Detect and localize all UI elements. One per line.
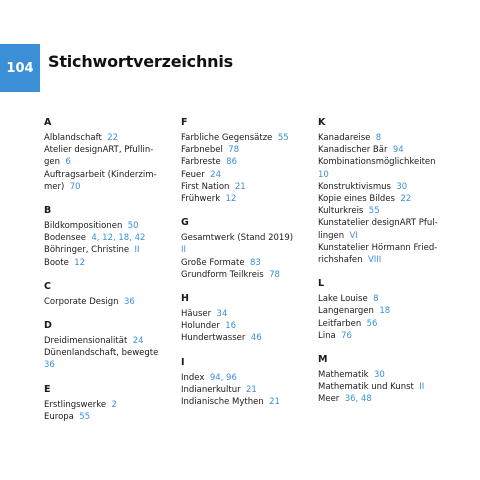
index-entry: [318, 305, 440, 317]
index-page-ref: 76: [341, 330, 352, 341]
index-column-3: [318, 116, 440, 406]
index-entry: [181, 244, 303, 256]
index-page-ref: 36: [123, 296, 135, 307]
index-page-ref: 24: [132, 336, 144, 347]
index-entry: [181, 232, 303, 244]
section-gap: [318, 342, 440, 353]
index-entry: [181, 169, 303, 181]
index-term: richshafen: [318, 255, 363, 266]
index-term: Boote: [44, 257, 69, 268]
index-entry: [318, 393, 440, 405]
index-entry: [318, 293, 440, 305]
index-page-ref: 70: [69, 181, 81, 192]
index-entry: [181, 320, 303, 332]
index-page-ref: 12: [74, 257, 86, 268]
index-term: Kulturkreis: [318, 206, 364, 217]
index-entry: [318, 369, 440, 381]
index-letter-heading: H: [181, 293, 189, 305]
index-entry: [318, 169, 440, 181]
index-entry: [318, 132, 440, 144]
index-term: Mathematik: [318, 370, 369, 381]
index-page-ref: 94, 96: [209, 372, 237, 383]
index-term: Erstlingswerke: [44, 399, 107, 410]
index-entry: [181, 257, 303, 269]
index-entry: [44, 347, 166, 359]
index-page-ref: 8: [373, 294, 379, 305]
index-term: Mathematik und Kunst: [318, 382, 414, 393]
index-letter-heading: F: [181, 117, 188, 128]
index-entry: [44, 257, 166, 269]
index-term: Lina: [318, 330, 336, 341]
index-page-ref: 94: [392, 145, 404, 156]
index-entry: [44, 132, 166, 144]
index-term: Alblandschaft: [44, 133, 102, 143]
index-term: Auftragsarbeit (Kinderzim-: [44, 169, 157, 180]
index-page-ref: 36: [44, 360, 55, 371]
index-page-ref: 4, 12, 18, 42: [91, 233, 146, 244]
index-term: Feuer: [181, 169, 205, 180]
index-term: gen: [44, 157, 61, 168]
index-entry: [181, 384, 303, 396]
index-term: Indianerkultur: [181, 384, 241, 395]
index-term: Häuser: [181, 309, 212, 320]
section-gap: [44, 269, 166, 280]
index-page-ref: 21: [246, 384, 257, 395]
index-term: Index: [181, 372, 205, 383]
index-term: Indianische Mythen: [181, 397, 264, 408]
page-title: Stichwortverzeichnis: [48, 52, 233, 71]
index-letter-heading: L: [318, 278, 325, 290]
index-term: Langenargen: [318, 306, 374, 317]
index-entry: [318, 254, 440, 266]
index-entry: [44, 335, 166, 347]
index-page-ref: 22: [107, 133, 119, 143]
index-page-ref: 50: [127, 221, 139, 232]
index-entry: [318, 318, 440, 330]
section-gap: [181, 205, 303, 216]
index-page-ref: 12: [225, 194, 237, 205]
index-term: lingen: [318, 230, 345, 241]
index-entry: [44, 181, 166, 193]
index-entry: [44, 169, 166, 181]
index-letter-heading: K: [318, 117, 326, 128]
index-term: Gesamtwerk (Stand 2019): [181, 233, 294, 244]
index-letter-heading: M: [318, 354, 328, 366]
index-page-ref: II: [181, 245, 187, 256]
index-term: Kanadareise: [318, 133, 371, 143]
index-term: Kunstatelier designART Pful-: [318, 218, 438, 229]
index-page-ref: 10: [318, 169, 329, 180]
index-entry: [181, 132, 303, 144]
index-term: Farbnebel: [181, 145, 223, 156]
index-term: Dreidimensionalität: [44, 336, 128, 347]
index-entry: [181, 308, 303, 320]
index-entry: [318, 381, 440, 393]
index-letter-heading: C: [44, 280, 51, 292]
index-entry: [44, 144, 166, 156]
section-gap: [318, 266, 440, 277]
index-term: Grundform Teilkreis: [181, 269, 264, 280]
index-term: Kombinationsmöglichkeiten: [318, 157, 436, 168]
index-entry: [318, 205, 440, 217]
index-entry: [318, 217, 440, 229]
index-page-ref: VI: [349, 230, 358, 241]
index-term: Leitfarben: [318, 318, 362, 329]
index-letter-heading: D: [44, 320, 52, 332]
index-term: Dünenlandschaft, bewegte: [44, 348, 159, 359]
index-entry: [181, 269, 303, 281]
index-term: Kanadischer Bär: [318, 145, 388, 156]
index-page-ref: 78: [269, 269, 280, 280]
index-page-ref: 55: [277, 133, 289, 143]
index-page-ref: 24: [210, 169, 221, 180]
index-page-ref: 21: [269, 397, 280, 408]
section-gap: [44, 308, 166, 319]
index-term: Bildkompositionen: [44, 221, 123, 232]
index-term: Atelier designART, Pfullin-: [44, 145, 154, 156]
index-entry: [318, 181, 440, 193]
index-entry: [318, 230, 440, 242]
index-page-ref: 55: [368, 206, 380, 217]
index-term: Meer: [318, 394, 340, 405]
index-entry: [181, 144, 303, 156]
index-entry: [318, 144, 440, 156]
index-entry: [181, 156, 303, 168]
index-page-ref: 30: [374, 370, 385, 381]
index-entry: [181, 332, 303, 344]
index-entry: [181, 181, 303, 193]
index-page-ref: II: [419, 382, 425, 393]
index-entry: [44, 220, 166, 232]
index-page-ref: 86: [226, 157, 237, 168]
index-letter-heading: B: [44, 205, 52, 217]
section-gap: [181, 281, 303, 292]
page-number: 104: [0, 44, 40, 92]
index-term: Corporate Design: [44, 296, 119, 307]
index-entry: [181, 193, 303, 205]
index-column-2: [181, 116, 303, 408]
index-term: Böhringer, Christine: [44, 245, 130, 256]
index-page-ref: 34: [216, 309, 228, 320]
section-gap: [44, 372, 166, 383]
index-entry: [44, 156, 166, 168]
index-letter-heading: A: [44, 117, 52, 128]
index-term: Hundertwasser: [181, 333, 246, 344]
index-letter-heading: I: [181, 356, 185, 368]
index-page-ref: 22: [400, 194, 412, 205]
index-entry: [44, 232, 166, 244]
index-entry: [44, 399, 166, 411]
index-page-ref: 2: [111, 399, 117, 410]
section-gap: [44, 193, 166, 204]
index-term: Europa: [44, 411, 74, 422]
index-term: mer): [44, 181, 65, 192]
index-entry: [318, 193, 440, 205]
index-page-ref: 21: [234, 181, 246, 192]
index-term: Farbliche Gegensätze: [181, 133, 273, 143]
index-entry: [318, 242, 440, 254]
index-letter-heading: E: [44, 383, 51, 395]
index-term: Farbreste: [181, 157, 221, 168]
index-page-ref: 78: [228, 145, 240, 156]
index-entry: [318, 330, 440, 342]
index-entry: [44, 296, 166, 308]
index-term: Bodensee: [44, 233, 86, 244]
index-page-ref: VIII: [367, 255, 382, 266]
index-entry: [44, 411, 166, 423]
index-page-ref: 56: [366, 318, 378, 329]
index-entry: [44, 244, 166, 256]
index-entry: [44, 359, 166, 371]
index-letter-heading: G: [181, 217, 189, 229]
index-term: Kopie eines Bildes: [318, 194, 395, 205]
index-page-ref: 30: [396, 181, 408, 192]
index-term: Frühwerk: [181, 194, 221, 205]
index-page-ref: 83: [249, 257, 261, 268]
index-page-ref: 8: [375, 133, 382, 143]
index-column-1: [44, 116, 166, 423]
index-entry: [181, 372, 303, 384]
index-term: Konstruktivismus: [318, 181, 391, 192]
section-gap: [181, 345, 303, 356]
index-page-ref: 6: [65, 157, 71, 168]
index-page-ref: II: [134, 245, 140, 256]
index-term: First Nation: [181, 181, 230, 192]
index-entry: [181, 396, 303, 408]
index-page-ref: 18: [379, 306, 391, 317]
index-term: Holunder: [181, 321, 220, 332]
index-page-ref: 36, 48: [344, 394, 372, 405]
index-term: Große Formate: [181, 257, 245, 268]
index-page-ref: 46: [250, 333, 262, 344]
index-term: Kunstatelier Hörmann Fried-: [318, 242, 438, 253]
index-entry: [318, 156, 440, 168]
index-term: Lake Louise: [318, 294, 368, 305]
index-page-ref: 55: [79, 411, 91, 422]
index-page-ref: 16: [225, 321, 237, 332]
